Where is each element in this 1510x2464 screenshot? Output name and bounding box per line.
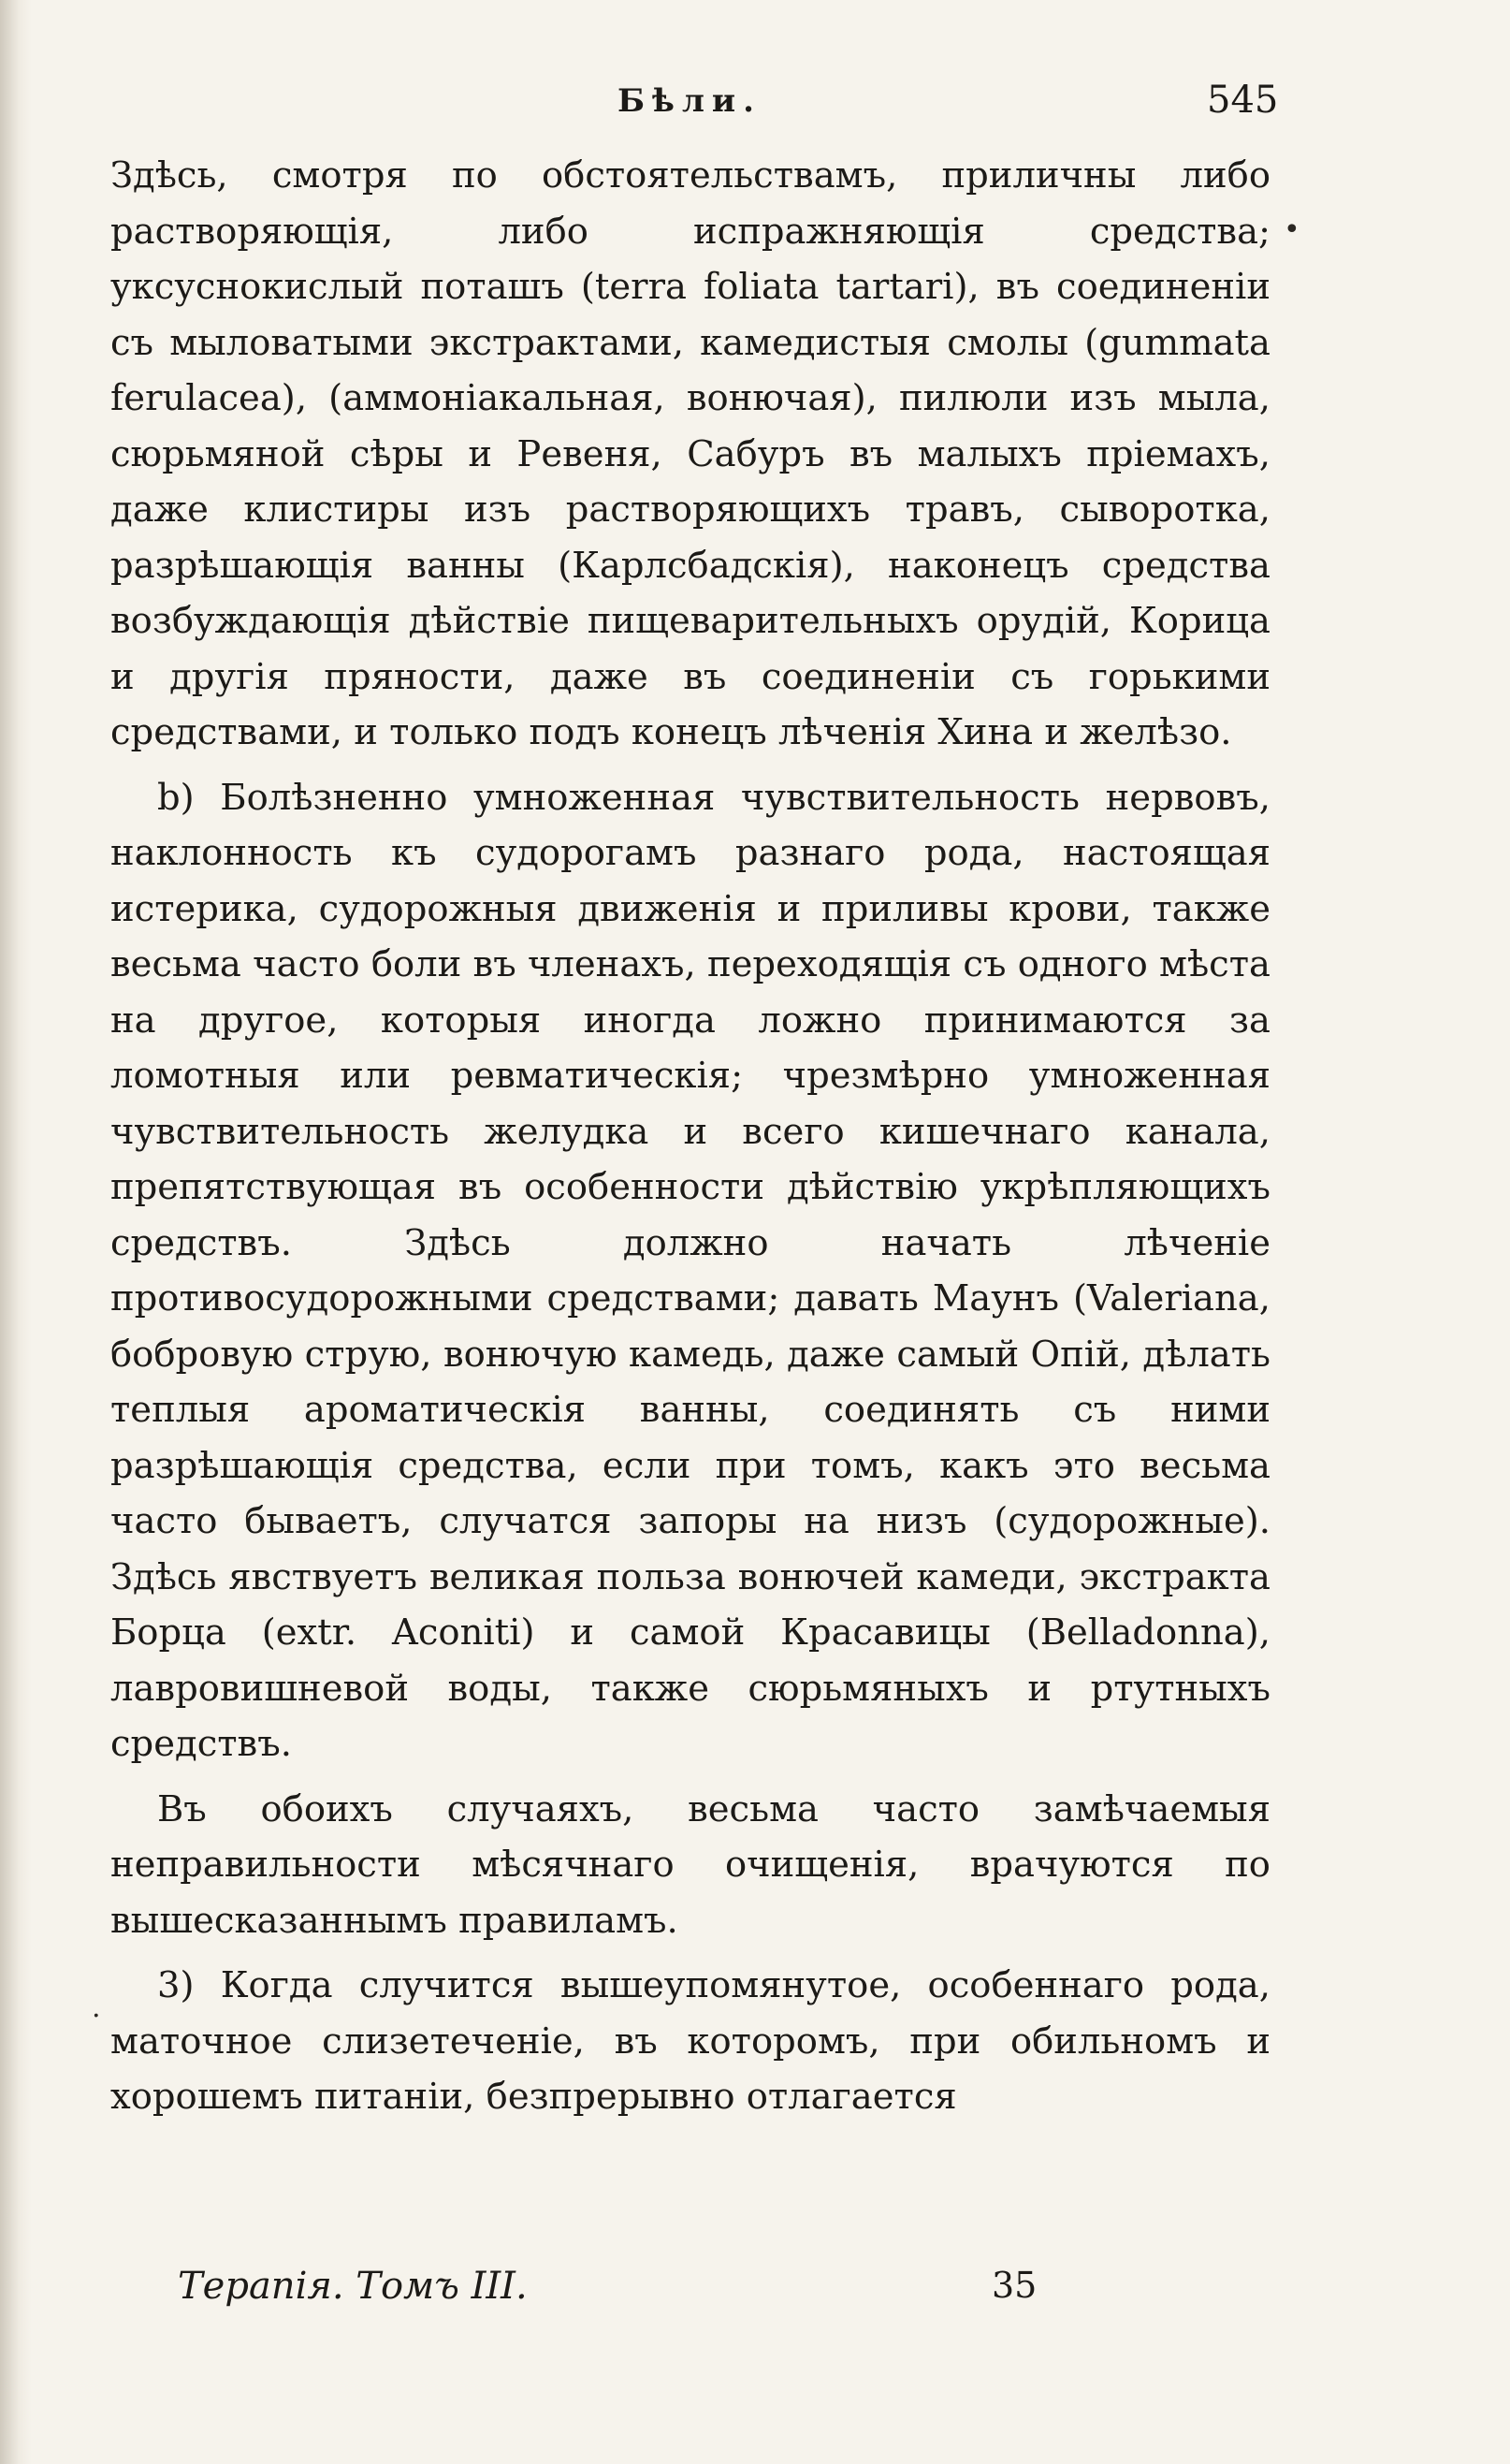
paragraph-1: Здѣсь, смотря по обстоятельствамъ, приличны либо растворяющія, либо испражняющія средства; уксуснокислый поташъ (terra foliata tartari), въ соединеніи съ мыловатыми экстрактами, камедистыя смолы (gummata ferulacea), (аммоніакальная, вонючая), пилюли изъ мыла, сюрьмяной сѣры и Ревеня, Сабуръ въ малыхъ пріемахъ, даже клистиры изъ растворяющихъ травъ, сыворотка, разрѣшающія ванны (Карлсбадскія), наконецъ средства возбуждающія дѣйствіе пищеварительныхъ орудій, Корица и другія пряности, даже въ соединеніи съ горькими средствами, и только подъ конецъ лѣченія Хина и желѣзо. bbox=[110, 154, 1270, 753]
page-gutter-shadow bbox=[0, 0, 32, 2464]
volume-signature: Терапія. Томъ III. bbox=[178, 2265, 528, 2308]
margin-mark: . bbox=[92, 1991, 101, 2024]
running-title: Бѣли. bbox=[617, 82, 762, 120]
paragraph-4: 3) Когда случится вышеупомянутое, особеннаго рода, маточное слизетеченіе, въ которомъ, при обильномъ и хорошемъ питаніи, безпрерывно отлагается bbox=[110, 1964, 1270, 2118]
paragraph-3: Въ обоихъ случаяхъ, весьма часто замѣчаемыя неправильности мѣсячнаго очищенія, врачуются по вышесказаннымъ правиламъ. bbox=[110, 1787, 1270, 1942]
page-footer bbox=[0, 2265, 1510, 2321]
page-number: 545 bbox=[1207, 79, 1279, 122]
margin-mark: • bbox=[1284, 213, 1300, 246]
paragraph-2: b) Болѣзненно умноженная чувствительность нервовъ, наклонность къ судорогамъ разнаго рода, настоящая истерика, судорожныя движенія и приливы крови, также весьма часто боли въ членахъ, переходящія съ одного мѣста на другое, которыя иногда ложно принимаются за ломотныя или ревматическія; чрезмѣрно умноженная чувствительность желудка и всего кишечнаго канала, препятствующая въ особенности дѣйствію укрѣпляющихъ средствъ. Здѣсь должно начать лѣченіе противосудорожными средствами; давать Маунъ (Valeriana, бобровую струю, вонючую камедь, даже самый Опій, дѣлать теплыя ароматическія ванны, соединять съ ними разрѣшающія средства, если при томъ, какъ это весьма часто бываетъ, случатся запоры на низъ (судорожные). Здѣсь явствуетъ великая польза вонючей камеди, экстракта Борца (extr. Aconiti) и самой Красавицы (Belladonna), лавровишневой воды, также сюрьмяныхъ и ртутныхъ средствъ. bbox=[110, 776, 1270, 1765]
main-text bbox=[110, 148, 1270, 2135]
running-head bbox=[0, 79, 1510, 139]
sheet-number: 35 bbox=[992, 2265, 1038, 2306]
